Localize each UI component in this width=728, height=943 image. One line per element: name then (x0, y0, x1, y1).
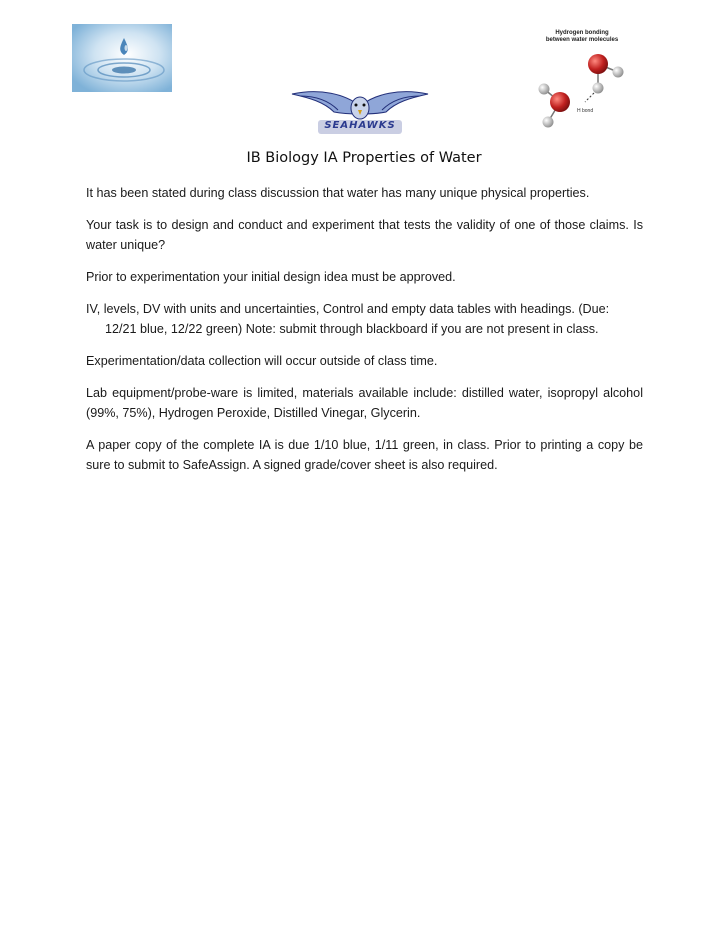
document-title: IB Biology IA Properties of Water (246, 150, 482, 166)
hbond-label: H bond (577, 108, 594, 114)
water-drop-icon (72, 24, 172, 92)
paragraph-design-requirements: IV, levels, DV with units and uncertainties, Control and empty data tables with headings. (Due: 12/21 blue, 12/22 green) Note: submit through blackboard if you are not present in class. (86, 302, 610, 336)
hydrogen-bond-diagram-icon (527, 24, 637, 134)
paragraph-approval: Prior to experimentation your initial design idea must be approved. (86, 270, 456, 284)
paragraph-intro: It has been stated during class discussion that water has many unique physical properties. (86, 186, 590, 200)
logo-text: SEAHAWKS (324, 120, 396, 131)
paragraph-materials: Lab equipment/probe-ware is limited, materials available include: distilled water, isopropyl alcohol (99%, 75%), Hydrogen Peroxide, Distilled Vinegar, Glycerin. (86, 386, 643, 420)
hbond-caption: Hydrogen bonding between water molecules (545, 30, 619, 43)
seahawks-logo-icon (290, 84, 430, 140)
paragraph-task: Your task is to design and conduct and experiment that tests the validity of one of those claims. Is water unique? (86, 218, 643, 252)
paragraph-due: A paper copy of the complete IA is due 1/10 blue, 1/11 green, in class. Prior to printing a copy be sure to submit to SafeAssign. A signed grade/cover sheet is also required. (86, 438, 643, 472)
document-body (86, 183, 643, 487)
paragraph-experimentation: Experimentation/data collection will occur outside of class time. (86, 354, 438, 368)
